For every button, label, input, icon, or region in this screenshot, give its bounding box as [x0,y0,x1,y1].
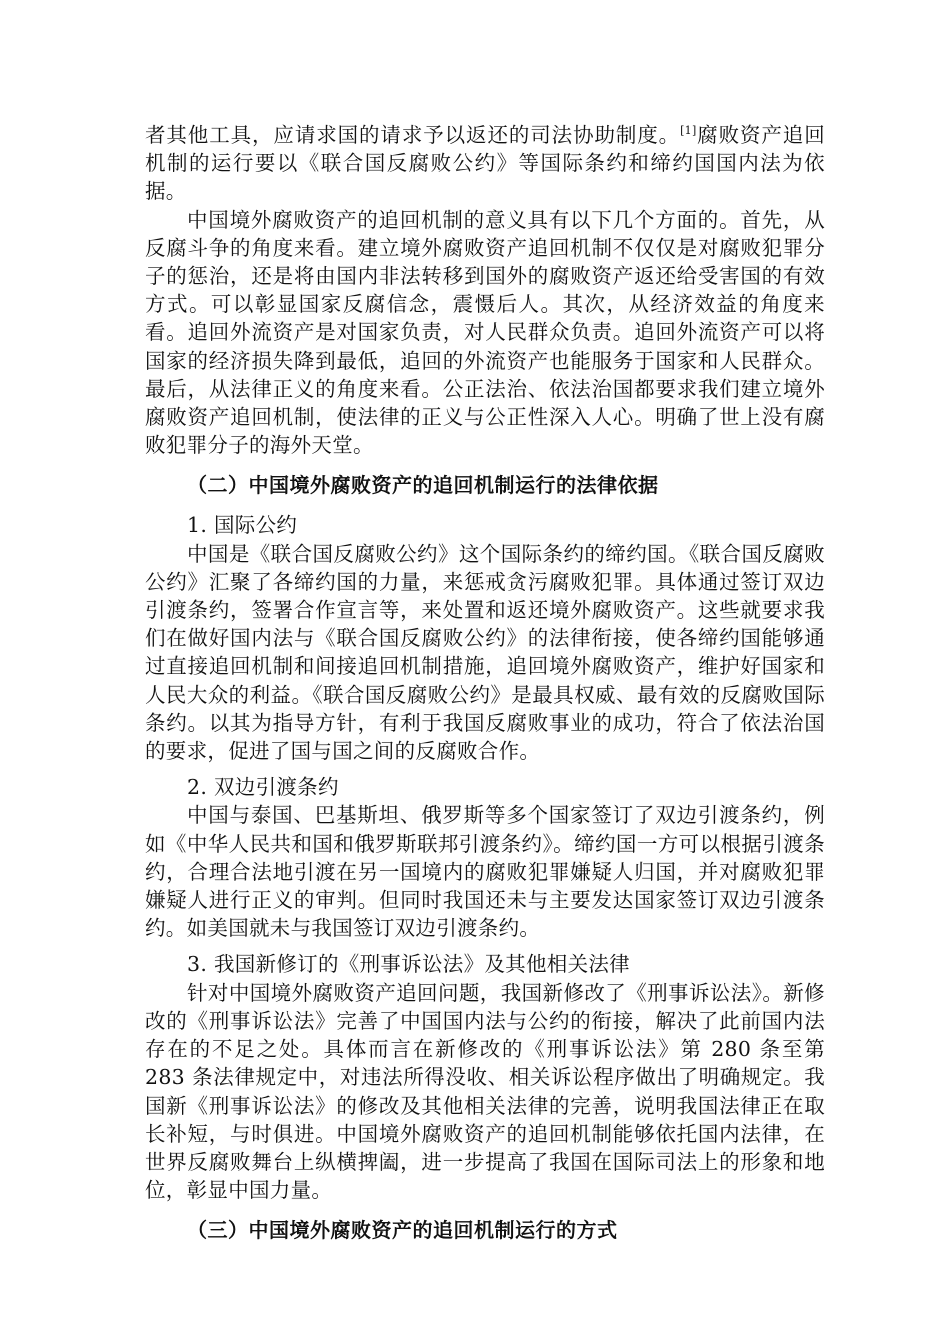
paragraph-continuation [145,121,825,206]
subheading-criminal-procedure-law: 3. 我国新修订的《刑事诉讼法》及其他相关法律 [187,952,630,977]
paragraph-international-convention: 中国是《联合国反腐败公约》这个国际条约的缔约国。《联合国反腐败公约》汇聚了各缔约国的力量，来惩戒贪污腐败犯罪。具体通过签订双边引渡条约，签署合作宣言等，来处置和返还境外腐败资产。这些就要求我们在做好国内法与《联合国反腐败公约》的法律衔接，使各缔约国能够通过直接追回机制和间接追回机制措施，追回境外腐败资产，维护好国家和人民大众的利益。《联合国反腐败公约》是最具权威、最有效的反腐败国际条约。以其为指导方针，有利于我国反腐败事业的成功，符合了依法治国的要求，促进了国与国之间的反腐败合作。 [145,541,825,764]
paragraph-criminal-procedure-law: 针对中国境外腐败资产追回问题，我国新修改了《刑事诉讼法》。新修改的《刑事诉讼法》完善了中国国内法与公约的衔接，解决了此前国内法存在的不足之处。具体而言在新修改的《刑事诉讼法》第 280 条至第 283 条法律规定中，对违法所得没收、相关诉讼程序做出了明确规定。我国新《刑事诉讼法》的修改及其他相关法律的完善，说明我国法律正在取长补短，与时俱进。中国境外腐败资产的追回机制能够依托国内法律，在世界反腐败舞台上纵横捭阖，进一步提高了我国在国际司法上的形象和地位，彰显中国力量。 [145,980,825,1203]
section-heading-legal-basis: （二）中国境外腐败资产的追回机制运行的法律依据 [187,473,659,498]
subheading-extradition-treaty: 2. 双边引渡条约 [187,775,339,800]
paragraph-extradition-treaty: 中国与泰国、巴基斯坦、俄罗斯等多个国家签订了双边引渡条约，例如《中华人民共和国和俄罗斯联邦引渡条约》。缔约国一方可以根据引渡条约，合理合法地引渡在另一国境内的腐败犯罪嫌疑人归国，并对腐败犯罪嫌疑人进行正义的审判。但同时我国还未与主要发达国家签订双边引渡条约。如美国就未与我国签订双边引渡条约。 [145,803,825,941]
document-page [145,121,825,1256]
paragraph-significance: 中国境外腐败资产的追回机制的意义具有以下几个方面的。首先，从反腐斗争的角度来看。建立境外腐败资产追回机制不仅仅是对腐败犯罪分子的惩治，还是将由国内非法转移到国外的腐败资产返还给受害国的有效方式。可以彰显国家反腐信念，震慑后人。其次，从经济效益的角度来看。追回外流资产是对国家负责，对人民群众负责。追回外流资产可以将国家的经济损失降到最低，追回的外流资产也能服务于国家和人民群众。最后，从法律正义的角度来看。公正法治、依法治国都要求我们建立境外腐败资产追回机制，使法律的正义与公正性深入人心。明确了世上没有腐败犯罪分子的海外天堂。 [145,207,825,458]
paragraph-text: 腐败资产追回机制的运行要以《联合国反腐败公约》等国际条约和缔约国国内法为依据。 [145,123,825,204]
section-heading-methods: （三）中国境外腐败资产的追回机制运行的方式 [187,1218,618,1243]
subheading-international-convention: 1. 国际公约 [187,513,298,538]
citation-reference[interactable]: [1] [680,124,697,138]
paragraph-text: 者其他工具，应请求国的请求予以返还的司法协助制度。 [145,123,681,147]
